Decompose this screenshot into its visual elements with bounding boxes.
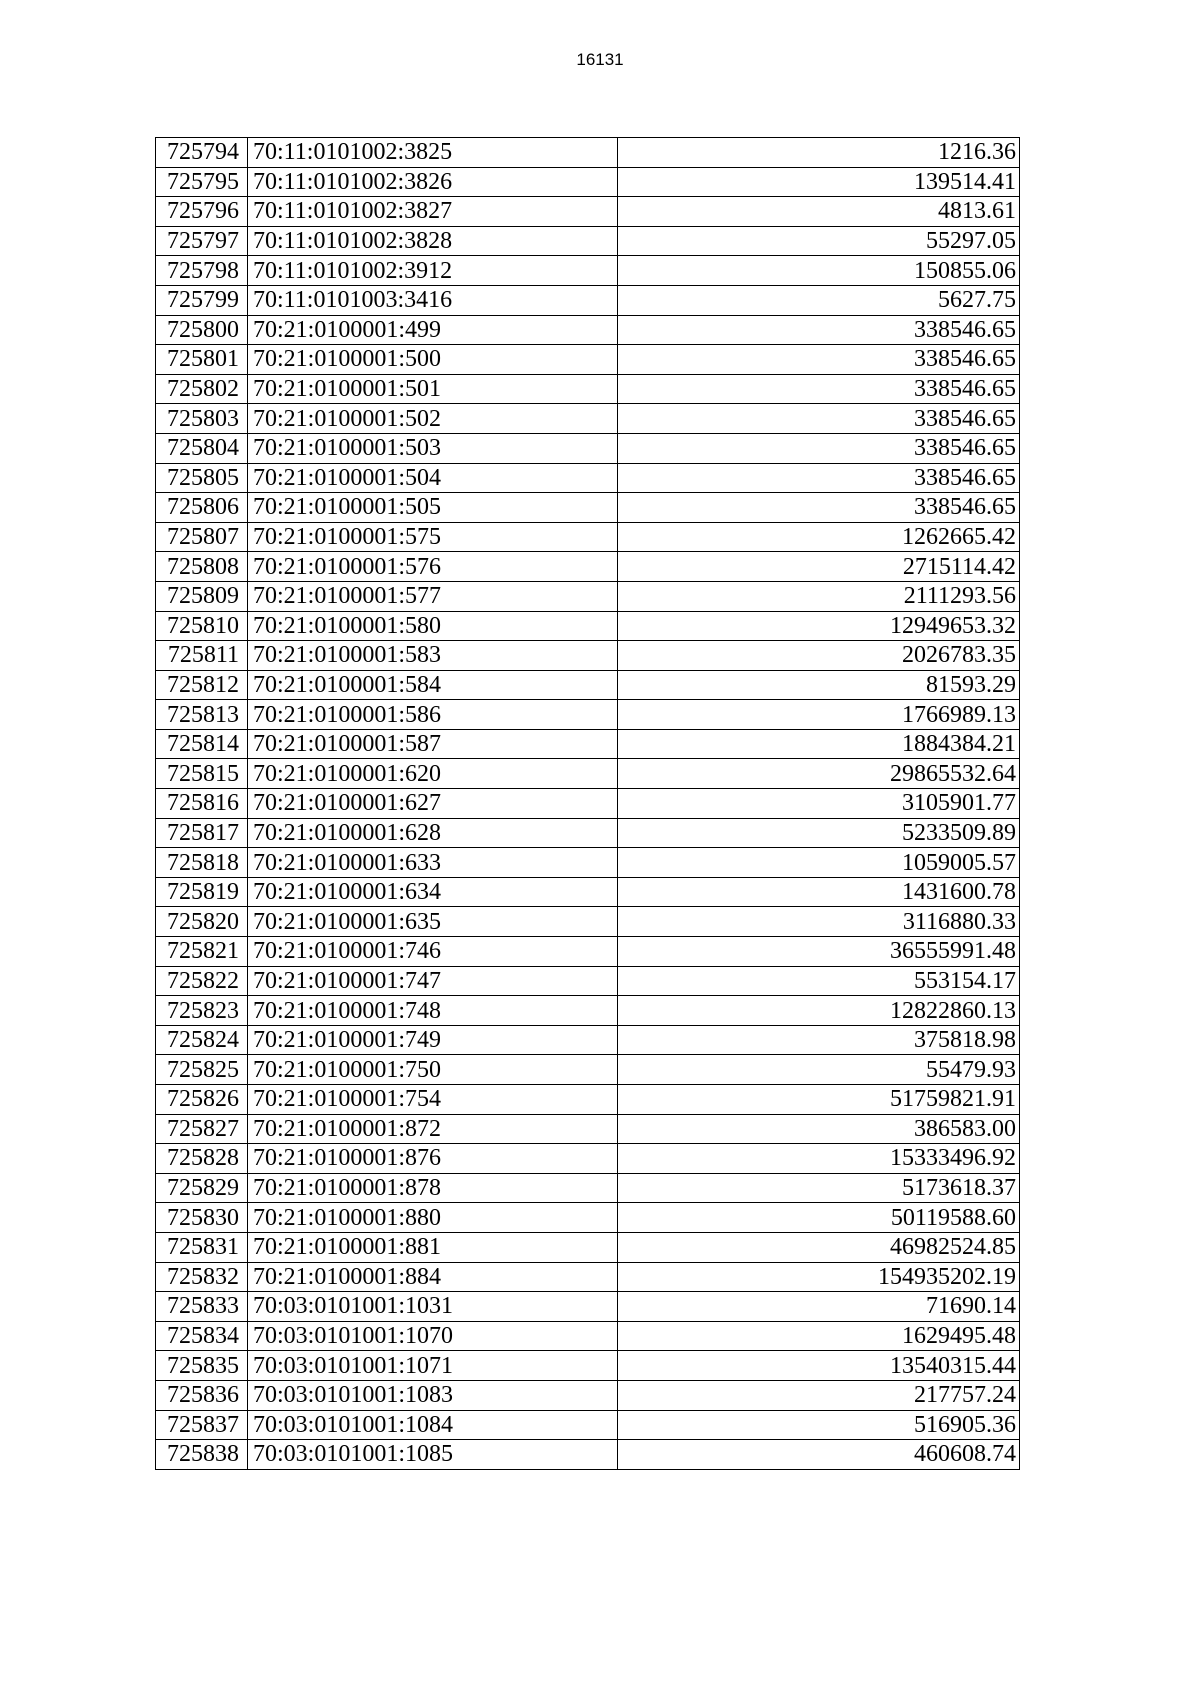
value-cell: 4813.61	[618, 197, 1020, 227]
table-row	[156, 1203, 1020, 1233]
cadastral-code-cell: 70:21:0100001:633	[248, 848, 618, 878]
value-cell: 55297.05	[618, 226, 1020, 256]
row-id-cell: 725797	[156, 226, 248, 256]
cadastral-code-cell: 70:21:0100001:749	[248, 1025, 618, 1055]
cadastral-code-cell: 70:21:0100001:499	[248, 315, 618, 345]
table-row	[156, 759, 1020, 789]
value-cell: 338546.65	[618, 315, 1020, 345]
value-cell: 50119588.60	[618, 1203, 1020, 1233]
table-row	[156, 138, 1020, 168]
row-id-cell: 725814	[156, 729, 248, 759]
table-row	[156, 641, 1020, 671]
table-row	[156, 1173, 1020, 1203]
row-id-cell: 725808	[156, 552, 248, 582]
row-id-cell: 725828	[156, 1144, 248, 1174]
cadastral-code-cell: 70:21:0100001:884	[248, 1262, 618, 1292]
value-cell: 29865532.64	[618, 759, 1020, 789]
value-cell: 338546.65	[618, 433, 1020, 463]
row-id-cell: 725801	[156, 345, 248, 375]
value-cell: 338546.65	[618, 345, 1020, 375]
cadastral-code-cell: 70:21:0100001:635	[248, 907, 618, 937]
cadastral-code-cell: 70:03:0101001:1084	[248, 1410, 618, 1440]
row-id-cell: 725838	[156, 1440, 248, 1470]
row-id-cell: 725827	[156, 1114, 248, 1144]
row-id-cell: 725826	[156, 1085, 248, 1115]
table-row	[156, 611, 1020, 641]
table-row	[156, 315, 1020, 345]
cadastral-code-cell: 70:21:0100001:577	[248, 581, 618, 611]
table-row	[156, 197, 1020, 227]
row-id-cell: 725802	[156, 374, 248, 404]
page-number: 16131	[576, 50, 624, 69]
row-id-cell: 725812	[156, 670, 248, 700]
cadastral-code-cell: 70:11:0101003:3416	[248, 285, 618, 315]
table-row	[156, 700, 1020, 730]
value-cell: 516905.36	[618, 1410, 1020, 1440]
cadastral-code-cell: 70:21:0100001:747	[248, 966, 618, 996]
table-row	[156, 226, 1020, 256]
value-cell: 2026783.35	[618, 641, 1020, 671]
cadastral-code-cell: 70:21:0100001:503	[248, 433, 618, 463]
row-id-cell: 725834	[156, 1321, 248, 1351]
table-row	[156, 522, 1020, 552]
cadastral-code-cell: 70:03:0101001:1031	[248, 1292, 618, 1322]
cadastral-code-cell: 70:11:0101002:3828	[248, 226, 618, 256]
cadastral-code-cell: 70:21:0100001:754	[248, 1085, 618, 1115]
row-id-cell: 725798	[156, 256, 248, 286]
value-cell: 1059005.57	[618, 848, 1020, 878]
value-cell: 338546.65	[618, 374, 1020, 404]
cadastral-code-cell: 70:21:0100001:576	[248, 552, 618, 582]
row-id-cell: 725804	[156, 433, 248, 463]
table-row	[156, 937, 1020, 967]
table-row	[156, 789, 1020, 819]
value-cell: 1766989.13	[618, 700, 1020, 730]
table-row	[156, 1144, 1020, 1174]
table-row	[156, 1025, 1020, 1055]
value-cell: 5233509.89	[618, 818, 1020, 848]
table-body	[156, 138, 1020, 1470]
cadastral-code-cell: 70:03:0101001:1070	[248, 1321, 618, 1351]
cadastral-code-cell: 70:21:0100001:627	[248, 789, 618, 819]
table-row	[156, 581, 1020, 611]
table-row	[156, 374, 1020, 404]
row-id-cell: 725815	[156, 759, 248, 789]
row-id-cell: 725805	[156, 463, 248, 493]
value-cell: 154935202.19	[618, 1262, 1020, 1292]
table-row	[156, 345, 1020, 375]
cadastral-code-cell: 70:21:0100001:583	[248, 641, 618, 671]
table-row	[156, 493, 1020, 523]
value-cell: 5173618.37	[618, 1173, 1020, 1203]
row-id-cell: 725824	[156, 1025, 248, 1055]
value-cell: 375818.98	[618, 1025, 1020, 1055]
cadastral-code-cell: 70:21:0100001:634	[248, 877, 618, 907]
value-cell: 338546.65	[618, 404, 1020, 434]
value-cell: 13540315.44	[618, 1351, 1020, 1381]
row-id-cell: 725830	[156, 1203, 248, 1233]
row-id-cell: 725822	[156, 966, 248, 996]
table-row	[156, 670, 1020, 700]
table-row	[156, 729, 1020, 759]
row-id-cell: 725796	[156, 197, 248, 227]
value-cell: 386583.00	[618, 1114, 1020, 1144]
row-id-cell: 725807	[156, 522, 248, 552]
row-id-cell: 725810	[156, 611, 248, 641]
row-id-cell: 725800	[156, 315, 248, 345]
table-row	[156, 463, 1020, 493]
row-id-cell: 725831	[156, 1232, 248, 1262]
table-row	[156, 966, 1020, 996]
table-row	[156, 1351, 1020, 1381]
cadastral-code-cell: 70:21:0100001:504	[248, 463, 618, 493]
row-id-cell: 725794	[156, 138, 248, 168]
row-id-cell: 725837	[156, 1410, 248, 1440]
value-cell: 3116880.33	[618, 907, 1020, 937]
table-row	[156, 1055, 1020, 1085]
table-row	[156, 1114, 1020, 1144]
row-id-cell: 725819	[156, 877, 248, 907]
cadastral-code-cell: 70:11:0101002:3825	[248, 138, 618, 168]
cadastral-code-cell: 70:21:0100001:878	[248, 1173, 618, 1203]
cadastral-code-cell: 70:21:0100001:748	[248, 996, 618, 1026]
value-cell: 553154.17	[618, 966, 1020, 996]
cadastral-code-cell: 70:21:0100001:501	[248, 374, 618, 404]
cadastral-code-cell: 70:21:0100001:586	[248, 700, 618, 730]
table-row	[156, 1321, 1020, 1351]
cadastral-code-cell: 70:21:0100001:502	[248, 404, 618, 434]
value-cell: 36555991.48	[618, 937, 1020, 967]
value-cell: 460608.74	[618, 1440, 1020, 1470]
value-cell: 5627.75	[618, 285, 1020, 315]
cadastral-code-cell: 70:21:0100001:587	[248, 729, 618, 759]
value-cell: 338546.65	[618, 463, 1020, 493]
value-cell: 55479.93	[618, 1055, 1020, 1085]
row-id-cell: 725811	[156, 641, 248, 671]
cadastral-code-cell: 70:21:0100001:746	[248, 937, 618, 967]
value-cell: 217757.24	[618, 1380, 1020, 1410]
value-cell: 15333496.92	[618, 1144, 1020, 1174]
table-row	[156, 1292, 1020, 1322]
row-id-cell: 725825	[156, 1055, 248, 1085]
table-row	[156, 167, 1020, 197]
row-id-cell: 725836	[156, 1380, 248, 1410]
cadastral-code-cell: 70:21:0100001:881	[248, 1232, 618, 1262]
table-row	[156, 1085, 1020, 1115]
table-row	[156, 285, 1020, 315]
row-id-cell: 725820	[156, 907, 248, 937]
row-id-cell: 725813	[156, 700, 248, 730]
value-cell: 2715114.42	[618, 552, 1020, 582]
row-id-cell: 725823	[156, 996, 248, 1026]
cadastral-code-cell: 70:21:0100001:628	[248, 818, 618, 848]
value-cell: 51759821.91	[618, 1085, 1020, 1115]
row-id-cell: 725795	[156, 167, 248, 197]
cadastral-code-cell: 70:21:0100001:505	[248, 493, 618, 523]
cadastral-code-cell: 70:03:0101001:1083	[248, 1380, 618, 1410]
value-cell: 1884384.21	[618, 729, 1020, 759]
table-row	[156, 818, 1020, 848]
row-id-cell: 725835	[156, 1351, 248, 1381]
table-row	[156, 256, 1020, 286]
value-cell: 1216.36	[618, 138, 1020, 168]
table-row	[156, 1262, 1020, 1292]
value-cell: 46982524.85	[618, 1232, 1020, 1262]
value-cell: 3105901.77	[618, 789, 1020, 819]
row-id-cell: 725833	[156, 1292, 248, 1322]
cadastral-code-cell: 70:21:0100001:575	[248, 522, 618, 552]
cadastral-code-cell: 70:21:0100001:500	[248, 345, 618, 375]
value-cell: 81593.29	[618, 670, 1020, 700]
table-row	[156, 1232, 1020, 1262]
row-id-cell: 725809	[156, 581, 248, 611]
cadastral-code-cell: 70:21:0100001:876	[248, 1144, 618, 1174]
row-id-cell: 725816	[156, 789, 248, 819]
cadastral-code-cell: 70:03:0101001:1071	[248, 1351, 618, 1381]
row-id-cell: 725806	[156, 493, 248, 523]
table-row	[156, 552, 1020, 582]
table-row	[156, 996, 1020, 1026]
value-cell: 139514.41	[618, 167, 1020, 197]
row-id-cell: 725829	[156, 1173, 248, 1203]
row-id-cell: 725817	[156, 818, 248, 848]
cadastral-code-cell: 70:11:0101002:3827	[248, 197, 618, 227]
value-cell: 1431600.78	[618, 877, 1020, 907]
cadastral-code-cell: 70:21:0100001:620	[248, 759, 618, 789]
cadastral-code-cell: 70:21:0100001:750	[248, 1055, 618, 1085]
row-id-cell: 725803	[156, 404, 248, 434]
row-id-cell: 725832	[156, 1262, 248, 1292]
cadastral-code-cell: 70:21:0100001:872	[248, 1114, 618, 1144]
table-row	[156, 848, 1020, 878]
cadastral-code-cell: 70:03:0101001:1085	[248, 1440, 618, 1470]
cadastral-code-cell: 70:21:0100001:580	[248, 611, 618, 641]
row-id-cell: 725799	[156, 285, 248, 315]
value-cell: 71690.14	[618, 1292, 1020, 1322]
table-row	[156, 433, 1020, 463]
table-row	[156, 877, 1020, 907]
row-id-cell: 725818	[156, 848, 248, 878]
table-row	[156, 1440, 1020, 1470]
value-cell: 12822860.13	[618, 996, 1020, 1026]
value-cell: 1629495.48	[618, 1321, 1020, 1351]
table-row	[156, 907, 1020, 937]
table-row	[156, 404, 1020, 434]
value-cell: 12949653.32	[618, 611, 1020, 641]
cadastral-code-cell: 70:11:0101002:3826	[248, 167, 618, 197]
cadastral-code-cell: 70:21:0100001:584	[248, 670, 618, 700]
table-row	[156, 1380, 1020, 1410]
cadastral-code-cell: 70:11:0101002:3912	[248, 256, 618, 286]
value-cell: 150855.06	[618, 256, 1020, 286]
value-cell: 338546.65	[618, 493, 1020, 523]
table-row	[156, 1410, 1020, 1440]
value-cell: 2111293.56	[618, 581, 1020, 611]
row-id-cell: 725821	[156, 937, 248, 967]
data-table	[155, 137, 1020, 1470]
cadastral-code-cell: 70:21:0100001:880	[248, 1203, 618, 1233]
value-cell: 1262665.42	[618, 522, 1020, 552]
